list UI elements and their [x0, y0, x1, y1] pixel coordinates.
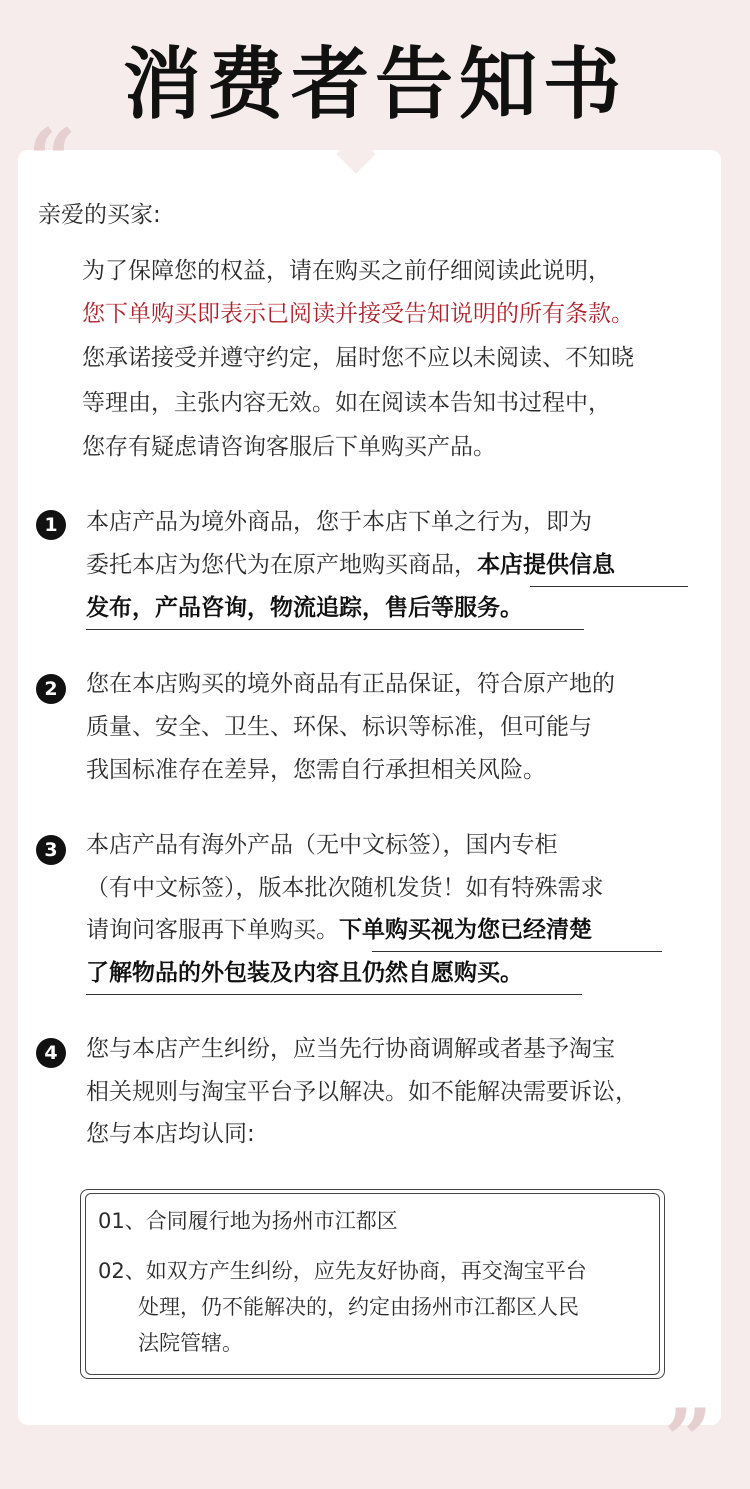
agreement-clause-1: 01、合同履行地为扬州市江都区	[98, 1209, 398, 1233]
intro-line-2-highlight: 您下单购买即表示已阅读并接受告知说明的所有条款。	[82, 301, 634, 327]
agreement-clause-2-line-1: 02、如双方产生纠纷，应先友好协商，再交淘宝平台	[98, 1259, 587, 1283]
item-2-line-2: 质量、安全、卫生、环保、标识等标准，但可能与	[86, 714, 592, 740]
greeting: 亲爱的买家:	[38, 202, 161, 228]
intro-line-4: 等理由，主张内容无效。如在阅读本告知书过程中，	[82, 390, 611, 416]
item-number-4-icon: 4	[36, 1038, 66, 1068]
item-1-line-2-text: 委托本店为您代为在原产地购买商品，	[86, 552, 477, 578]
page-title: 消费者告知书	[122, 40, 627, 130]
item-3-line-1: 本店产品有海外产品（无中文标签），国内专柜	[86, 832, 558, 858]
item-4-line-2: 相关规则与淘宝平台予以解决。如不能解决需要诉讼，	[86, 1079, 638, 1105]
agreement-clause-2-line-3: 法院管辖。	[138, 1331, 243, 1355]
intro-line-5: 您存有疑虑请咨询客服后下单购买产品。	[82, 434, 496, 460]
open-quote-icon: “	[28, 110, 77, 209]
intro-line-3: 您承诺接受并遵守约定，届时您不应以未阅读、不知晓	[82, 345, 634, 371]
item-4-line-3: 您与本店均认同:	[86, 1121, 255, 1147]
item-4-line-1: 您与本店产生纠纷，应当先行协商调解或者基予淘宝	[86, 1036, 615, 1062]
agreement-clause-2-line-2: 处理，仍不能解决的，约定由扬州市江都区人民	[138, 1295, 579, 1319]
underline	[372, 951, 662, 952]
item-1-line-1: 本店产品为境外商品，您于本店下单之行为，即为	[86, 509, 592, 535]
item-number-2-icon: 2	[36, 674, 66, 704]
item-2-line-3: 我国标准存在差异，您需自行承担相关风险。	[86, 757, 546, 783]
item-1-line-2-bold: 本店提供信息	[477, 552, 615, 578]
close-quote-icon: ”	[664, 1390, 713, 1489]
item-3-line-3-bold: 下单购买视为您已经清楚	[339, 917, 592, 943]
item-3-line-2: （有中文标签），版本批次随机发货！如有特殊需求	[86, 875, 604, 901]
item-1-line-3-bold: 发布，产品咨询，物流追踪，售后等服务。	[86, 595, 523, 621]
item-3-line-4-bold: 了解物品的外包装及内容且仍然自愿购买。	[86, 960, 523, 986]
item-number-1-icon: 1	[36, 510, 66, 540]
underline	[86, 629, 584, 630]
underline	[530, 586, 688, 587]
item-3-line-3-text: 请询问客服再下单购买。	[86, 917, 339, 943]
underline	[86, 994, 582, 995]
intro-line-1: 为了保障您的权益，请在购买之前仔细阅读此说明，	[82, 258, 611, 284]
item-3-line-3	[86, 915, 592, 945]
item-2-line-1: 您在本店购买的境外商品有正品保证，符合原产地的	[86, 671, 615, 697]
item-1-line-2	[86, 550, 615, 580]
item-number-3-icon: 3	[36, 835, 66, 865]
